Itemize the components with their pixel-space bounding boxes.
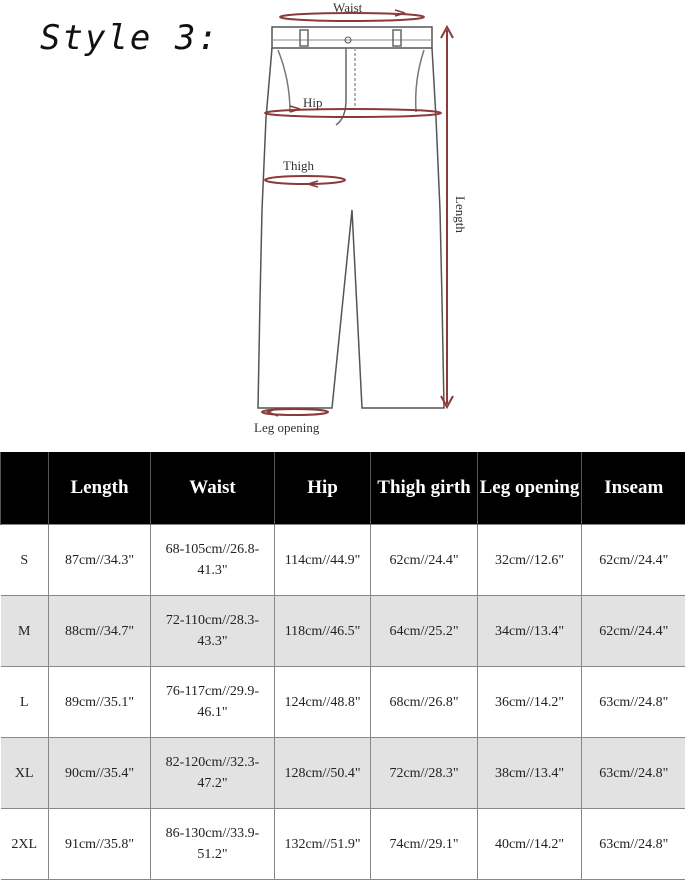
hip-cell: 114cm//44.9" <box>275 525 371 596</box>
leg-opening-cell: 40cm//14.2" <box>478 809 582 880</box>
thigh-girth-cell: 62cm//24.4" <box>371 525 478 596</box>
length-cell: 90cm//35.4" <box>49 738 151 809</box>
style-label: Style 3: <box>40 18 220 58</box>
thigh-measure-line <box>265 176 345 187</box>
leg-opening-cell: 34cm//13.4" <box>478 596 582 667</box>
header-cell-size <box>1 452 49 525</box>
inseam-cell: 62cm//24.4" <box>582 525 685 596</box>
length-cell: 91cm//35.8" <box>49 809 151 880</box>
header-cell-thigh-girth: Thigh girth <box>371 452 478 525</box>
leg-opening-cell: 38cm//13.4" <box>478 738 582 809</box>
table-row <box>1 596 685 667</box>
hip-cell: 118cm//46.5" <box>275 596 371 667</box>
inseam-cell: 63cm//24.8" <box>582 809 685 880</box>
leg-opening-cell: 36cm//14.2" <box>478 667 582 738</box>
waist-cell: 76-117cm//29.9-46.1" <box>151 667 275 738</box>
size-cell: L <box>1 667 49 738</box>
header-cell-hip: Hip <box>275 452 371 525</box>
thigh-girth-cell: 64cm//25.2" <box>371 596 478 667</box>
thigh-girth-cell: 74cm//29.1" <box>371 809 478 880</box>
size-cell: 2XL <box>1 809 49 880</box>
size-cell: XL <box>1 738 49 809</box>
waist-cell: 86-130cm//33.9-51.2" <box>151 809 275 880</box>
length-cell: 88cm//34.7" <box>49 596 151 667</box>
thigh-label: Thigh <box>283 158 315 173</box>
inseam-cell: 62cm//24.4" <box>582 596 685 667</box>
table-row <box>1 667 685 738</box>
table-header-row <box>1 452 685 525</box>
length-cell: 87cm//34.3" <box>49 525 151 596</box>
table-row <box>1 809 685 880</box>
hip-measure-line <box>265 106 441 117</box>
size-cell: M <box>1 596 49 667</box>
leg-opening-cell: 32cm//12.6" <box>478 525 582 596</box>
hip-cell: 124cm//48.8" <box>275 667 371 738</box>
length-cell: 89cm//35.1" <box>49 667 151 738</box>
header-cell-inseam: Inseam <box>582 452 685 525</box>
header-cell-waist: Waist <box>151 452 275 525</box>
leg-opening-measure-line <box>262 408 328 416</box>
inseam-cell: 63cm//24.8" <box>582 738 685 809</box>
leg-opening-label: Leg opening <box>254 420 320 435</box>
hip-label: Hip <box>303 95 323 110</box>
thigh-girth-cell: 68cm//26.8" <box>371 667 478 738</box>
waist-label: Waist <box>333 0 363 15</box>
pants-outline <box>258 27 444 408</box>
header-cell-leg-opening: Leg opening <box>478 452 582 525</box>
table-row <box>1 525 685 596</box>
inseam-cell: 63cm//24.8" <box>582 667 685 738</box>
waist-cell: 72-110cm//28.3-43.3" <box>151 596 275 667</box>
size-cell: S <box>1 525 49 596</box>
hip-cell: 128cm//50.4" <box>275 738 371 809</box>
thigh-girth-cell: 72cm//28.3" <box>371 738 478 809</box>
hip-cell: 132cm//51.9" <box>275 809 371 880</box>
length-label: Length <box>453 196 468 233</box>
header-cell-length: Length <box>49 452 151 525</box>
waist-cell: 82-120cm//32.3-47.2" <box>151 738 275 809</box>
waist-cell: 68-105cm//26.8-41.3" <box>151 525 275 596</box>
table-row <box>1 738 685 809</box>
size-chart-table <box>0 452 685 880</box>
